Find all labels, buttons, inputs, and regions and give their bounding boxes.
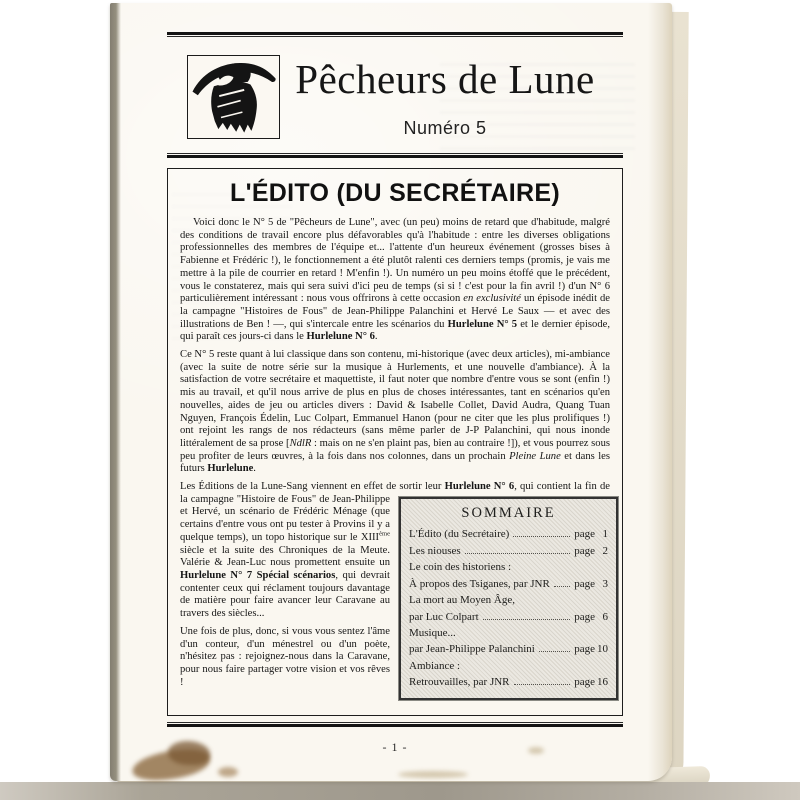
sommaire-item: par Jean-Philippe Palanchini page 10 xyxy=(409,643,608,656)
spine-shadow xyxy=(110,3,121,781)
sommaire-item: À propos des Tsiganes, par JNR page 3 xyxy=(409,577,608,590)
sommaire-item: La mort au Moyen Âge, xyxy=(409,594,515,607)
sommaire-item: Les niouses page 2 xyxy=(409,544,608,557)
sommaire-item: par Luc Colpart page 6 xyxy=(409,610,608,623)
desk-shadow-band xyxy=(0,782,800,800)
smudge xyxy=(398,771,468,778)
edito-paragraph-3-intro: Les Éditions de la Lune-Sang viennent en effet de sortir leur Hurlelune N° 6, qui contient la fin xyxy=(180,481,597,493)
sommaire-item: Ambiance : xyxy=(409,659,461,672)
issue-number: Numéro 5 xyxy=(403,118,487,139)
edito-paragraph-1: Voici donc le N° 5 de "Pêcheurs de Lune", avec (un peu) moins de retard que d'habitude, malgré des conditions de travail encore plus défavorables qu'à l'habitude : entre les diverses obligations professionnelles des membres de l'équipe et... l'attente d'un heureux événement (grosses bises à Fabienne et Frédéric !), le fonctionnement a été plutôt ralenti ces derniers temps (promis, je vais me mettre à la pile de courrier en retard ! M'enfin !). Un numéro un peu moins étoffé que le précédent, vous le constaterez, mais qui sera suivi d'ici peu de temps (si si ! c'est pour la fin avril !) d'un N° 6 particulièrement intéressant : nous vous offrirons à cette occasion en exclusivité un épisode inédit de la campagne "Histoires de Fous" de Jean-Philippe Palanchini et Hervé Le Saux — et avec des illustrations de Ben ! —, qui s'intercale entre les scénarios du Hurlelune N° 5 et le dernier épisode, qui paraît ces jours-ci dans le Hurlelune N° 6. xyxy=(180,217,610,343)
masthead xyxy=(250,58,640,139)
zine-page xyxy=(110,3,672,781)
edito-article-box xyxy=(167,168,623,716)
coffee-stain xyxy=(168,741,210,765)
sommaire-item: Le coin des historiens : xyxy=(409,561,512,574)
sommaire-item: L'Édito (du Secrétaire) page 1 xyxy=(409,528,608,541)
smudge xyxy=(528,747,544,754)
top-double-rule xyxy=(167,32,623,38)
zine-title: Pêcheurs de Lune xyxy=(295,56,595,102)
sommaire-list xyxy=(409,526,608,690)
edito-paragraph-4: Une fois de plus, donc, si vous vous sentez l'âme d'un conteur, d'un ménestrel ou d'un poète, n'hésitez pas : rejoignez-nous dans la Caravane, pour nous faire partager votre vision et vos rêves ! xyxy=(180,625,390,688)
edito-title: L'ÉDITO (DU SECRÉTAIRE) xyxy=(230,179,560,207)
edito-paragraph-2: Ce N° 5 reste quant à lui classique dans son contenu, mi-historique (avec deux articles), mi-ambiance (avec la suite de notre série sur la musique à Hurlements, et une nouvelle d'ambiance). À la satisfaction de votre secrétaire et maquettiste, il faut noter que nombre d'entre vous se sont (enfin !) mis au travail, et qu'il nous arrive de plus en plus de choses intéressantes, tant en scénarios qu'en nouvelles, aides de jeu ou articles divers : David & Isabelle Collet, David Audra, Quang Tuan Nguyen, François Édelin, Luc Colpart, Emmanuel Hanon (pour ne citer que les plus prolifiques !) ont rejoint les rangs de nos rédacteurs (sans même parler de J-P Palanchini, qui nous inonde littéralement de sa prose [NdlR : mais on ne s'en plaint pas, bien au contraire !]), et vous pourrez sous peu profiter de leurs œuvres, à la fois dans nos colonnes, dans un prochain Pleine Lune et dans les futurs Hurlelune. xyxy=(180,349,611,475)
coffee-stain xyxy=(218,767,238,777)
sommaire-title: SOMMAIRE xyxy=(461,504,556,521)
edito-paragraph-3-rest: de la campagne "Histoire de Fous" de Jean-Philippe et Hervé, un scénario de Frédéric Ménage (que certains d'entre vous ont pu tester à Provins il y a quelque temps), un topo historique sur le XIIIème siècle et la suite des Chroniques de la Meute. Valérie & Jean-Luc nous promettent ensuite un Hurlelune N° 7 Spécial scénarios, qui devrait contenter ceux qui réclament toujours davantage de matière pour faire avancer leur Caravane au travers des siècles... xyxy=(180,481,610,620)
sommaire-box xyxy=(399,497,618,700)
bottom-double-rule xyxy=(167,722,623,728)
sommaire-item: Retrouvailles, par JNR page 16 xyxy=(409,676,608,689)
page-right-edge-shadow xyxy=(648,3,672,781)
sommaire-item: Musique... xyxy=(409,626,456,639)
header-double-rule xyxy=(167,153,623,159)
page-number: - 1 - xyxy=(382,740,408,754)
